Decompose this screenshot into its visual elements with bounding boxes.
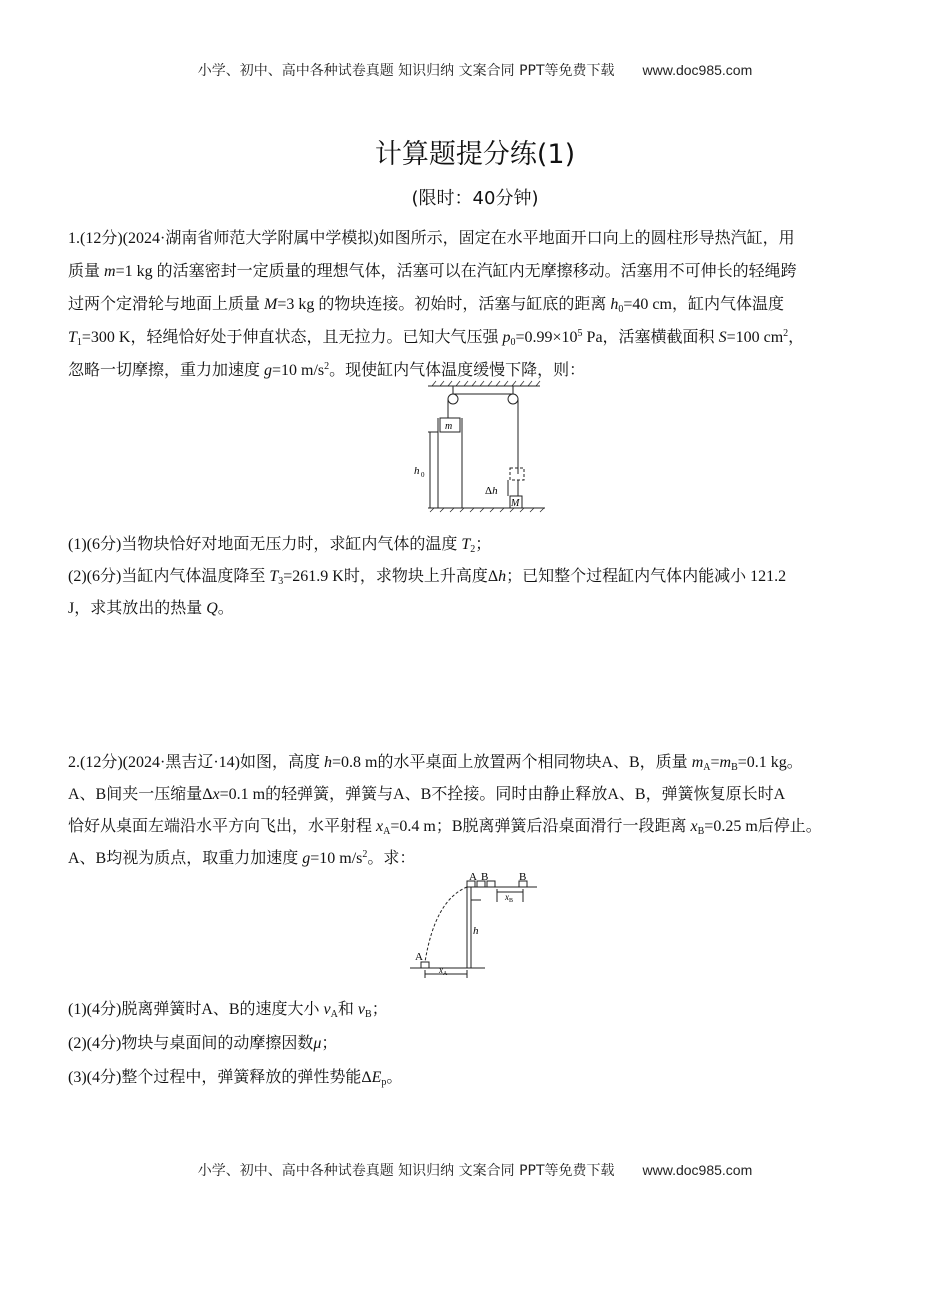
q2-line-1: 2.(12分)(2024·黑吉辽·14)如图，高度 h=0.8 m的水平桌面上放置两个相同物块A、B，质量 $m_A=m_B=0.1$ kg。: [68, 754, 803, 773]
svg-text:xB: $x_B$: [505, 892, 514, 904]
q2-part-1: (1)(4分)脱离弹簧时A、B的速度大小 $v_A$和 $v_B$；: [68, 1001, 388, 1020]
q1-part-2-cont: J，求其放出的热量 Q。: [68, 600, 234, 617]
page-title: 计算题提分练(1): [374, 139, 576, 170]
q1-line-1: 1.(12分)(2024·湖南省师范大学附属中学模拟)如图所示，固定在水平地面开口向上的圆柱形导热汽缸，用: [68, 230, 795, 247]
svg-text:m: m: [445, 421, 453, 432]
svg-text:A: A: [469, 871, 477, 883]
svg-text:0: 0: [421, 471, 425, 479]
figure-table-projectile: [405, 870, 545, 982]
q1-line-2: 质量 m=1 kg 的活塞密封一定质量的理想气体，活塞可以在汽缸内无摩擦移动。活塞用不可伸长的轻绳跨: [68, 263, 797, 280]
q1-line-5: 忽略一切摩擦，重力加速度 g=10 $m/s^2$。现使缸内气体温度缓慢下降，则：: [68, 361, 586, 379]
svg-text:B: B: [481, 871, 489, 883]
page-subtitle: (限时：40分钟): [411, 188, 539, 209]
figure-cylinder-pulley: [410, 378, 550, 518]
page-footer: [0, 1160, 950, 1180]
svg-text:h: h: [473, 925, 479, 937]
q1-part-2: (2)(6分)当缸内气体温度降至 $T_3=261.9$ K时，求物块上升高度Δh；已知整个过程缸内气体内能减小 121.2: [68, 568, 787, 587]
footer-url[interactable]: www.doc985.com: [642, 1162, 753, 1178]
footer-text: 小学、初中、高中各种试卷真题 知识归纳 文案合同 PPT等免费下载: [197, 1163, 615, 1179]
svg-text:xA: $x_A$: [439, 965, 448, 977]
page-header: [0, 60, 950, 80]
svg-text:M: M: [511, 498, 520, 509]
q2-line-3: 恰好从桌面左端沿水平方向飞出，水平射程 $x_A=0.4$ m；B脱离弹簧后沿桌面滑行一段距离 $x_B=0.25$ m后停止。: [68, 818, 822, 837]
q2-part-3: (3)(4分)整个过程中，弹簧释放的弹性势能$\Delta E_p$。: [68, 1069, 403, 1088]
svg-text:B: B: [519, 871, 527, 883]
header-text: 小学、初中、高中各种试卷真题 知识归纳 文案合同 PPT等免费下载: [197, 63, 615, 79]
q2-line-4: A、B均视为质点，取重力加速度 g=10 $m/s^2$。求：: [68, 849, 416, 867]
q1-line-3: 过两个定滑轮与地面上质量 M=3 kg 的物块连接。初始时，活塞与缸底的距离 $h_0=40$ cm，缸内气体温度: [68, 296, 784, 315]
q1-part-1: (1)(6分)当物块恰好对地面无压力时，求缸内气体的温度 $T_2$；: [68, 536, 492, 555]
q1-line-4: $T_1=300$ K，轻绳恰好处于伸直状态，且无拉力。已知大气压强 $p_0=0.99\times 10^5$ Pa，活塞横截面积 S=100 $cm^2$，: [68, 328, 805, 348]
q2-line-2: A、B间夹一压缩量Δx=0.1 m的轻弹簧，弹簧与A、B不拴接。同时由静止释放A、B，弹簧恢复原长时A: [68, 786, 786, 803]
q2-part-2: (2)(4分)物块与桌面间的动摩擦因数μ；: [68, 1035, 338, 1052]
svg-text:Δh: Δh: [485, 485, 498, 497]
svg-text:A: A: [415, 951, 423, 963]
svg-text:h: h: [414, 465, 420, 477]
header-url[interactable]: www.doc985.com: [642, 62, 753, 78]
